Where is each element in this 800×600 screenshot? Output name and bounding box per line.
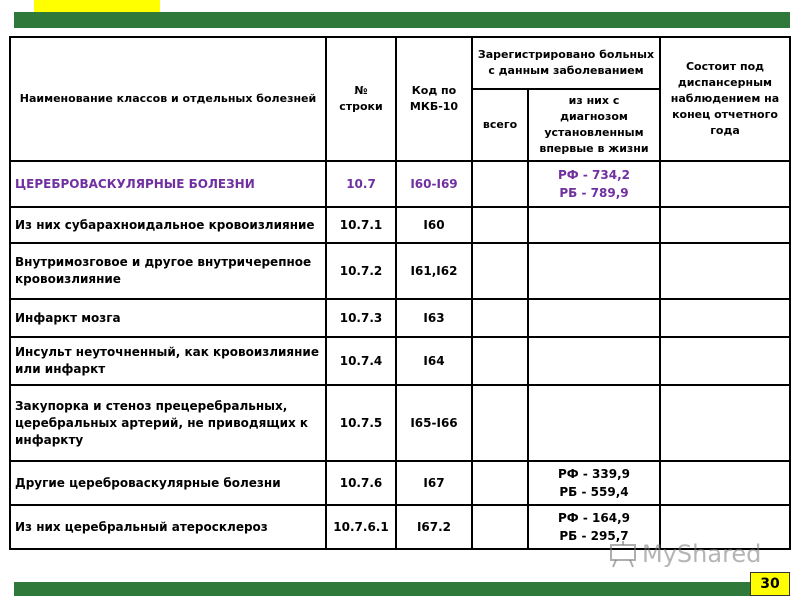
table-row xyxy=(10,385,790,461)
total-cell xyxy=(472,207,528,243)
dispensary-cell xyxy=(660,161,790,207)
row-number: 10.7.2 xyxy=(326,243,396,299)
header-registered: Зарегистрировано больных с данным заболеванием xyxy=(472,37,660,89)
disease-name: Инсульт неуточненный, как кровоизлияние или инфаркт xyxy=(10,337,326,385)
disease-name: Из них субарахноидальное кровоизлияние xyxy=(10,207,326,243)
icd-code: I67 xyxy=(396,461,472,505)
value-rf: РФ - 164,9 xyxy=(558,511,630,525)
icd-code: I60-I69 xyxy=(396,161,472,207)
dispensary-cell xyxy=(660,243,790,299)
total-cell xyxy=(472,243,528,299)
top-green-bar xyxy=(14,12,790,28)
watermark xyxy=(608,534,768,574)
header-name: Наименование классов и отдельных болезней xyxy=(10,37,326,161)
icd-code: I64 xyxy=(396,337,472,385)
first-time-cell xyxy=(528,207,660,243)
icd-code: I67.2 xyxy=(396,505,472,549)
total-cell xyxy=(472,461,528,505)
first-time-cell xyxy=(528,243,660,299)
total-cell xyxy=(472,337,528,385)
row-number: 10.7.5 xyxy=(326,385,396,461)
table-row xyxy=(10,243,790,299)
table-row xyxy=(10,337,790,385)
header-first-time: из них с диагнозом установленным впервые в жизни xyxy=(528,89,660,161)
table-row xyxy=(10,207,790,243)
disease-name: Закупорка и стеноз прецеребральных, церебральных артерий, не приводящих к инфаркту xyxy=(10,385,326,461)
first-time-cell xyxy=(528,299,660,337)
value-rf: РФ - 339,9 xyxy=(558,467,630,481)
table-row xyxy=(10,461,790,505)
disease-name: ЦЕРЕБРОВАСКУЛЯРНЫЕ БОЛЕЗНИ xyxy=(10,161,326,207)
row-number: 10.7.6.1 xyxy=(326,505,396,549)
row-number: 10.7 xyxy=(326,161,396,207)
dispensary-cell xyxy=(660,461,790,505)
dispensary-cell xyxy=(660,337,790,385)
dispensary-cell xyxy=(660,385,790,461)
header-dispensary: Состоит под диспансерным наблюдением на конец отчетного года xyxy=(660,37,790,161)
value-rb: РБ - 789,9 xyxy=(559,186,629,200)
value-rf: РФ - 734,2 xyxy=(558,168,630,182)
total-cell xyxy=(472,161,528,207)
disease-name: Внутримозговое и другое внутричерепное кровоизлияние xyxy=(10,243,326,299)
row-number: 10.7.3 xyxy=(326,299,396,337)
icd-code: I61,I62 xyxy=(396,243,472,299)
header-icd: Код по МКБ-10 xyxy=(396,37,472,161)
yellow-tab xyxy=(34,0,160,12)
first-time-cell xyxy=(528,385,660,461)
page-number: 30 xyxy=(750,572,790,596)
first-time-cell xyxy=(528,161,660,207)
table-row xyxy=(10,161,790,207)
disease-name: Из них церебральный атеросклероз xyxy=(10,505,326,549)
disease-table xyxy=(9,36,791,550)
row-number: 10.7.4 xyxy=(326,337,396,385)
header-row-1 xyxy=(10,37,790,89)
first-time-cell xyxy=(528,461,660,505)
dispensary-cell xyxy=(660,207,790,243)
header-total: всего xyxy=(472,89,528,161)
bottom-green-bar xyxy=(14,582,790,596)
row-number: 10.7.1 xyxy=(326,207,396,243)
disease-name: Инфаркт мозга xyxy=(10,299,326,337)
value-rb: РБ - 295,7 xyxy=(559,529,629,543)
table-row xyxy=(10,299,790,337)
header-row-no: № строки xyxy=(326,37,396,161)
total-cell xyxy=(472,299,528,337)
total-cell xyxy=(472,385,528,461)
total-cell xyxy=(472,505,528,549)
row-number: 10.7.6 xyxy=(326,461,396,505)
watermark-text: MyShared xyxy=(642,540,762,568)
presentation-board-icon xyxy=(608,539,638,569)
icd-code: I60 xyxy=(396,207,472,243)
icd-code: I65-I66 xyxy=(396,385,472,461)
disease-name: Другие цереброваскулярные болезни xyxy=(10,461,326,505)
icd-code: I63 xyxy=(396,299,472,337)
first-time-cell xyxy=(528,337,660,385)
value-rb: РБ - 559,4 xyxy=(559,485,629,499)
dispensary-cell xyxy=(660,299,790,337)
